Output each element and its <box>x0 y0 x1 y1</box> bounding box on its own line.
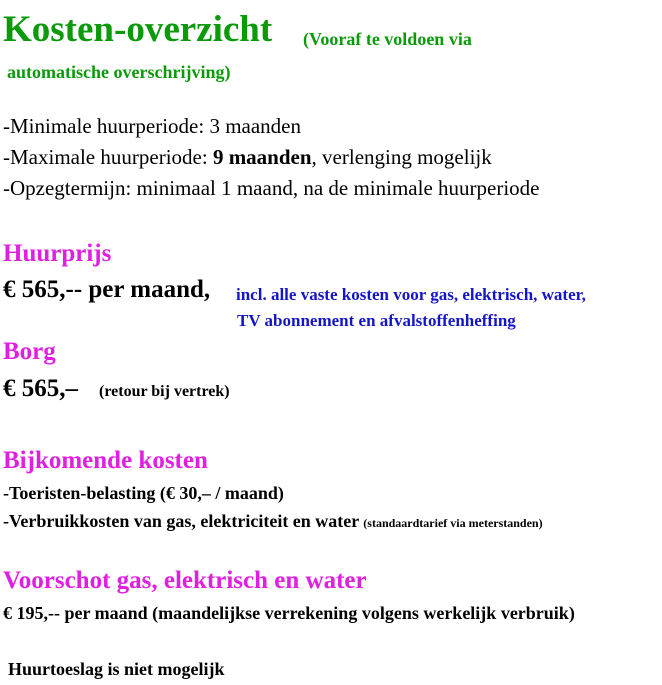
deposit-amount: € 565,– <box>3 375 78 402</box>
min-rental-period: -Minimale huurperiode: 3 maanden <box>3 114 301 138</box>
usage-costs-note: (standaardtarief via meterstanden) <box>363 516 543 530</box>
payment-note-line1: (Vooraf te voldoen via <box>303 29 472 49</box>
usage-costs <box>3 511 543 532</box>
advance-text: € 195,-- per maand (maandelijkse verrekening volgens werkelijk verbruik) <box>3 603 575 623</box>
notice-period: -Opzegtermijn: minimaal 1 maand, na de minimale huurperiode <box>3 176 540 200</box>
page-title: Kosten-overzicht <box>3 9 273 50</box>
usage-costs-text: -Verbruikkosten van gas, elektriciteit en water <box>3 511 360 531</box>
rent-heading: Huurprijs <box>3 240 112 267</box>
deposit-heading: Borg <box>3 338 56 365</box>
payment-note-line2: automatische overschrijving) <box>7 62 231 82</box>
deposit-note: (retour bij vertrek) <box>99 383 230 400</box>
max-rental-period <box>3 145 492 170</box>
max-period-label: -Maximale huurperiode: <box>3 145 213 169</box>
max-period-value: 9 maanden <box>212 145 312 169</box>
rent-includes-line1: incl. alle vaste kosten voor gas, elektrisch, water, <box>236 285 586 304</box>
rent-includes-line2: TV abonnement en afvalstoffenheffing <box>237 311 516 330</box>
extra-costs-heading: Bijkomende kosten <box>3 447 208 474</box>
rent-allowance-note: Huurtoeslag is niet mogelijk <box>8 659 225 679</box>
tourist-tax: -Toeristen-belasting (€ 30,– / maand) <box>3 483 284 503</box>
rent-price: € 565,-- per maand, <box>3 276 211 303</box>
max-period-suffix: , verlenging mogelijk <box>311 145 492 169</box>
advance-heading: Voorschot gas, elektrisch en water <box>3 567 367 594</box>
